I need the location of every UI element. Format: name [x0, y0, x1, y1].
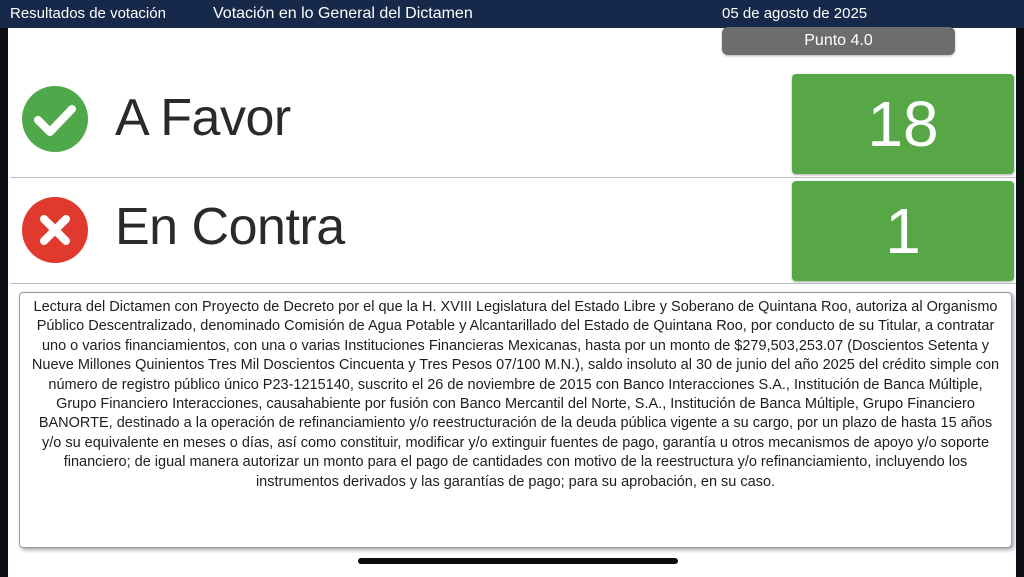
row-divider — [10, 177, 1016, 178]
vote-row-contra — [10, 179, 1016, 285]
favor-label: A Favor — [115, 89, 291, 147]
dictamen-description: Lectura del Dictamen con Proyecto de Decreto por el que la H. XVIII Legislatura del Estado Libre y Soberano de Quintana Roo, autoriza al Organismo Público Descentralizado, denominado Comisión de Agua Potable y Alcantarillado del Estado de Quintana Roo, por conducto de su Titular, a contratar uno o varios financiamientos, con una o varias Instituciones Financieras Mexicanas, hasta por un monto de $279,503,253.07 (Doscientos Setenta y Nueve Millones Quinientos Tres Mil Doscientos Cincuenta y Tres Pesos 07/100 M.N.), saldo insoluto al 30 de junio del año 2025 del crédito simple con número de registro público único P23-1215140, suscrito el 26 de noviembre de 2015 con Banco Interacciones S.A., Institución de Banca Múltiple, Grupo Financiero Interacciones, causahabiente por fusión con Banco Mercantil del Norte, S.A., Institución de Banca Múltiple, Grupo Financiero BANORTE, destinado a la operación de refinanciamiento y/o reestructuración de la deuda pública vigente a su cargo, por un plazo de hasta 15 años y/o su equivalente en meses o días, así como constituir, modificar y/o extinguir fuentes de pago, garantía u otros mecanismos de apoyo y/o soporte financiero; de igual manera autorizar un monto para el pago de cantidades con motivo de la reestructura y/o refinanciamiento, incluyendo los instrumentos derivados y las garantías de pago; para su aprobación, en su caso. — [31, 299, 1000, 490]
header-bar — [0, 0, 1024, 28]
agenda-point-badge: Punto 4.0 — [722, 27, 955, 55]
section-title: Resultados de votación — [10, 5, 166, 22]
contra-label: En Contra — [115, 198, 345, 256]
favor-count: 18 — [792, 74, 1014, 174]
vote-row-favor — [10, 72, 1016, 178]
screen-edge-right — [1016, 0, 1024, 577]
check-circle-icon — [21, 85, 89, 153]
row-divider — [10, 283, 1016, 284]
dictamen-description-box — [19, 292, 1012, 548]
contra-count: 1 — [792, 181, 1014, 281]
home-indicator[interactable] — [358, 558, 678, 564]
vote-title: Votación en lo General del Dictamen — [213, 5, 473, 22]
x-circle-icon — [21, 196, 89, 264]
screen-edge-left — [0, 0, 8, 577]
vote-date: 05 de agosto de 2025 — [722, 5, 868, 22]
